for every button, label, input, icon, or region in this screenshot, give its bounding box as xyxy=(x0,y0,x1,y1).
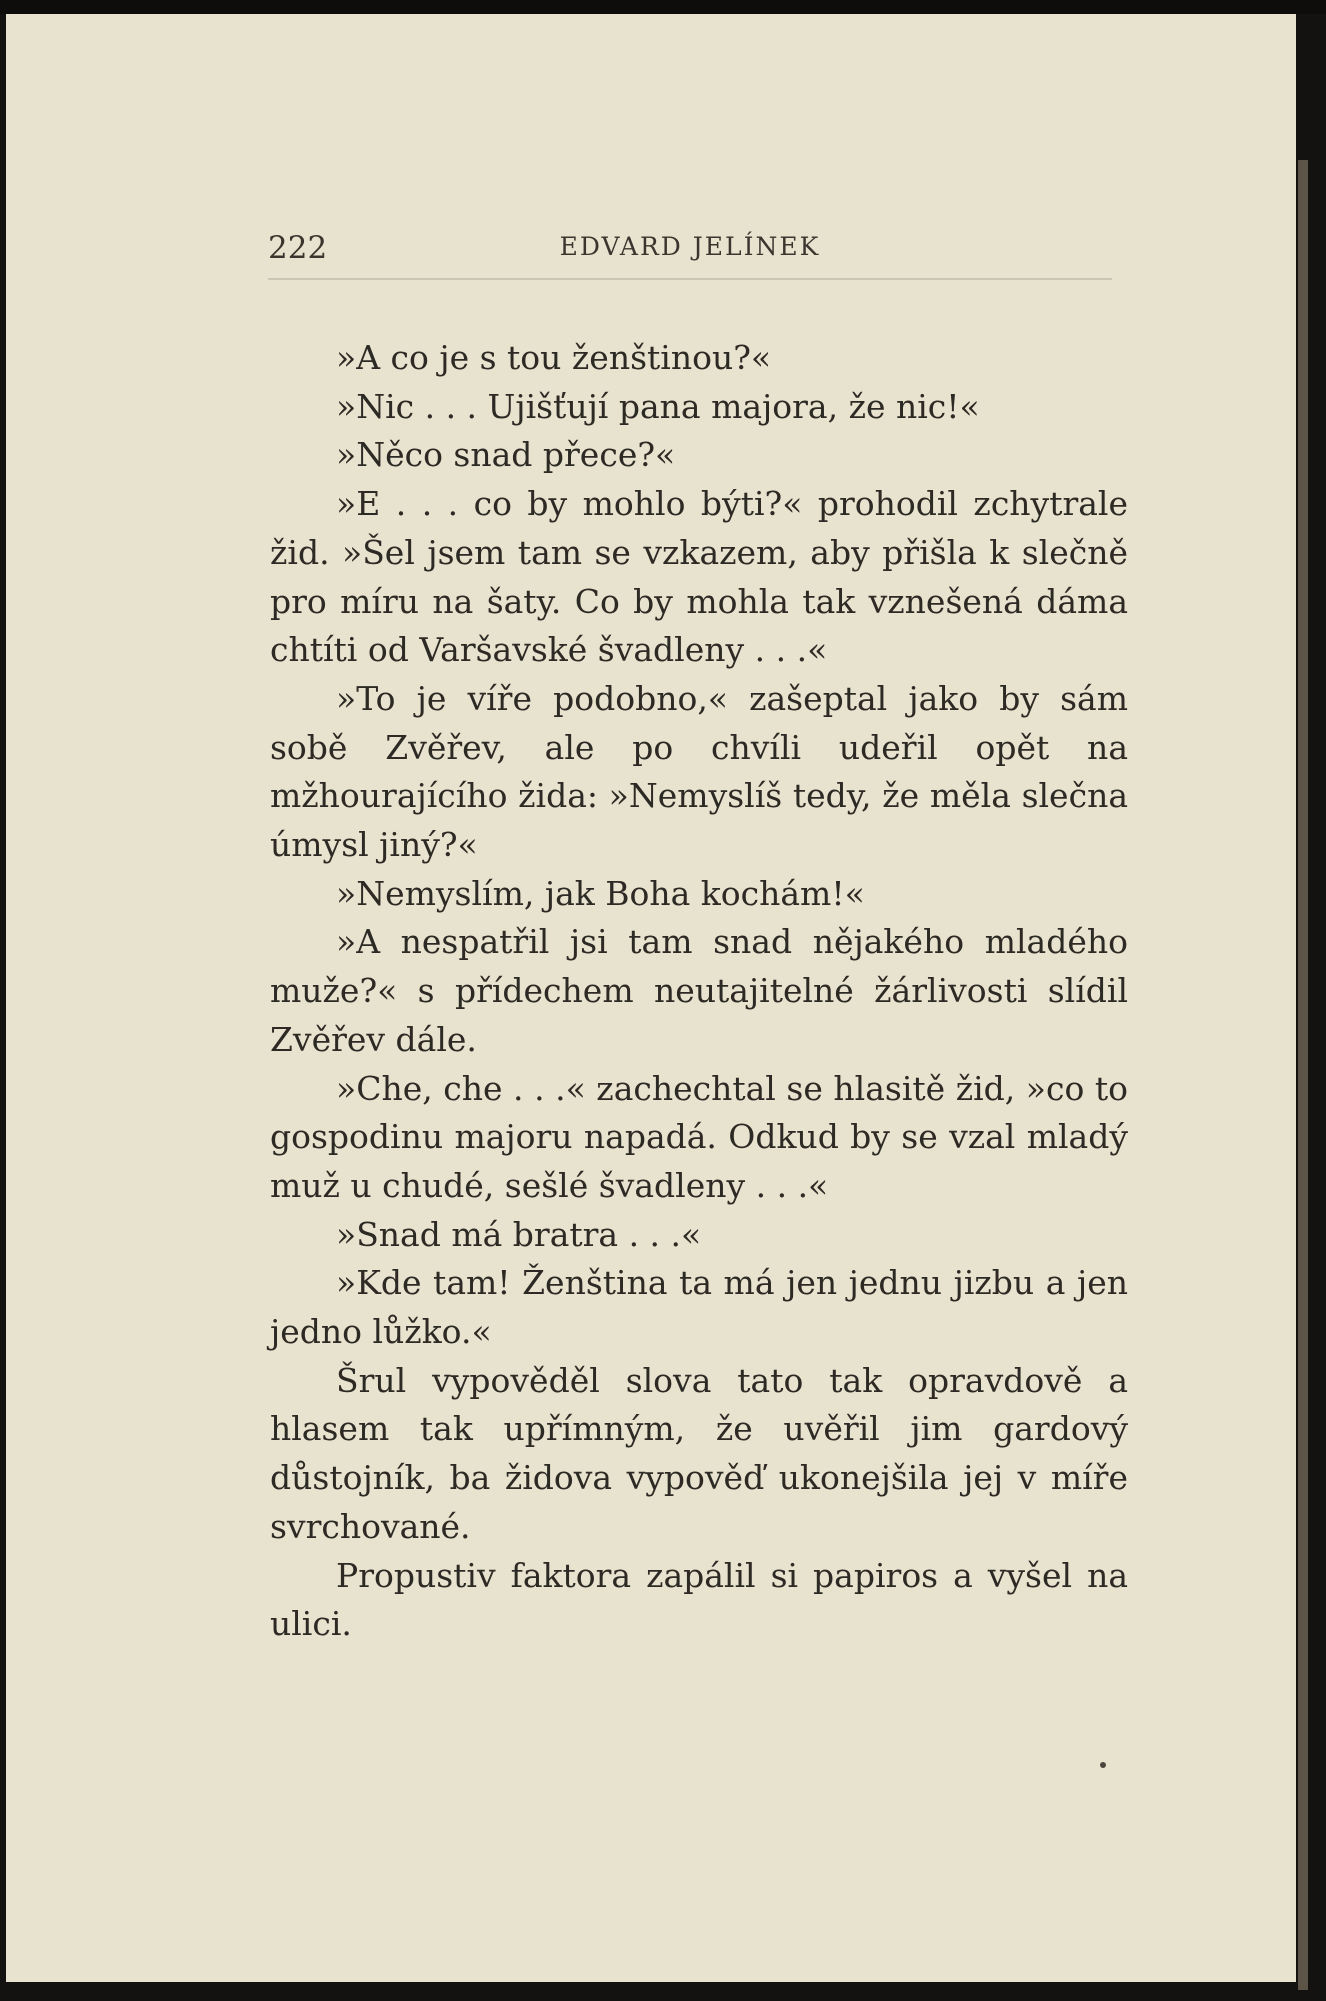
paragraph: »Che, che . . .« zachechtal se hlasitě žid, »co to gospodinu majoru napadá. Odkud by se vzal mladý muž u chudé, sešlé švadleny . . .« xyxy=(270,1068,1128,1205)
running-title: EDVARD JELÍNEK xyxy=(559,232,821,261)
paragraph: »Kde tam! Ženština ta má jen jednu jizbu a jen jedno lůžko.« xyxy=(270,1263,1128,1352)
paragraph: »E . . . co by mohlo býti?« prohodil zchytrale žid. »Šel jsem tam se vzkazem, aby přišla k slečně pro míru na šaty. Co by mohla tak vznešená dáma chtíti od Varšavské švadleny . . .« xyxy=(270,484,1128,670)
page-gutter-shadow xyxy=(1298,160,1308,1990)
header-rule xyxy=(268,278,1112,281)
paragraph: »To je víře podobno,« zašeptal jako by sám sobě Zvěřev, ale po chvíli udeřil opět na mžhourajícího žida: »Nemyslíš tedy, že měla slečna úmysl jiný?« xyxy=(270,678,1128,865)
paragraph: Šrul vypověděl slova tato tak opravdově a hlasem tak upřímným, že uvěřil jim gardový důstojník, ba židova vypověď ukonejšila jej v míře svrchované. xyxy=(270,1360,1128,1546)
page-header xyxy=(268,224,1112,268)
page-number: 222 xyxy=(268,230,328,266)
paragraph: Propustiv faktora zapálil si papiros a vyšel na ulici. xyxy=(270,1555,1128,1644)
top-edge xyxy=(0,0,1326,14)
paragraph: »Nemyslím, jak Boha kochám!« xyxy=(336,873,865,913)
paragraph: »Nic . . . Ujišťují pana majora, že nic!« xyxy=(336,386,980,426)
body-text xyxy=(270,334,1128,1649)
paragraph: »A co je s tou ženštinou?« xyxy=(336,338,772,377)
paragraph: »Něco snad přece?« xyxy=(336,435,676,475)
paragraph: »Snad má bratra . . .« xyxy=(336,1214,702,1254)
paragraph: »A nespatřil jsi tam snad nějakého mladého muže?« s přídechem neutajitelné žárlivosti slídil Zvěřev dále. xyxy=(270,922,1128,1059)
ink-speck xyxy=(1100,1762,1106,1768)
